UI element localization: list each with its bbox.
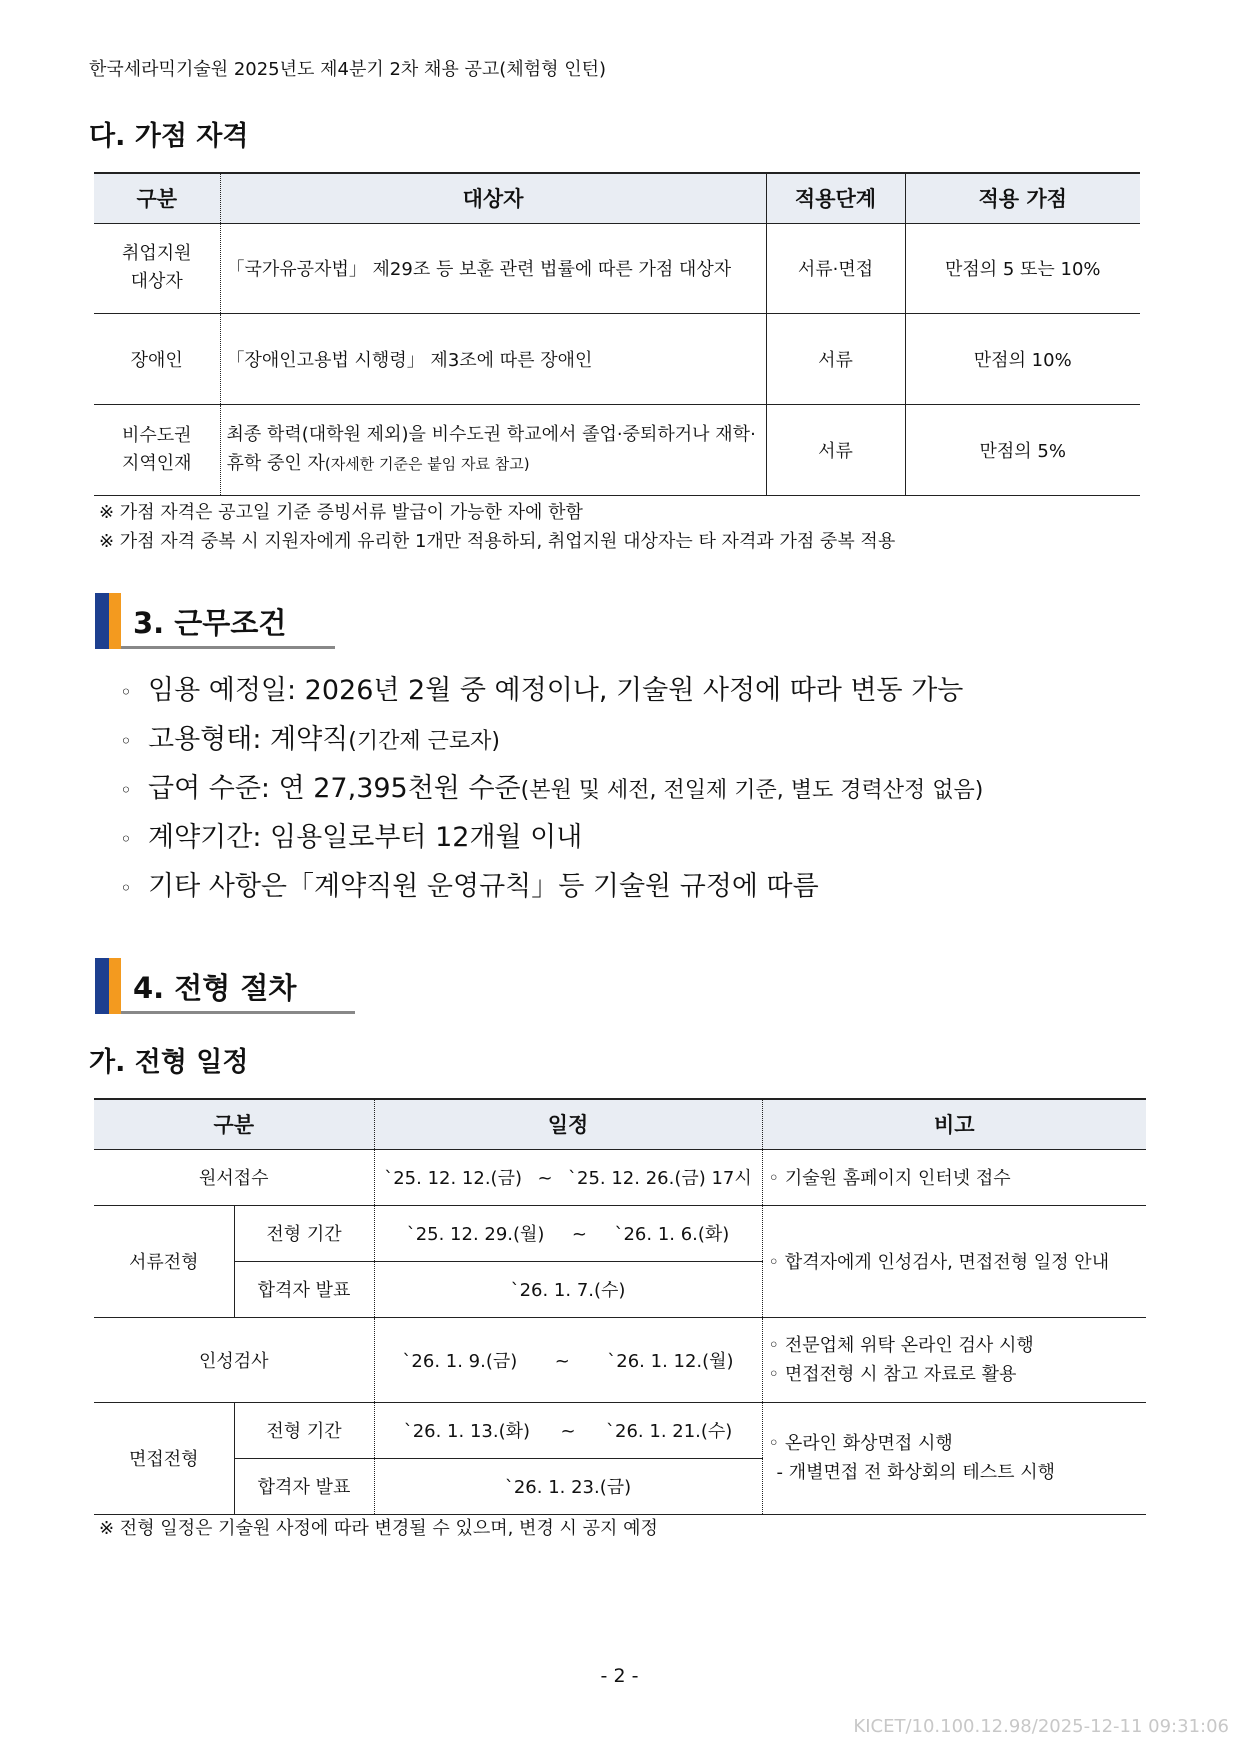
schedule-dates — [374, 1149, 762, 1205]
remark-text: 합격자에게 인성검사, 면접전형 일정 안내 — [784, 1252, 1110, 1273]
col-header-remark: 비고 — [762, 1099, 1146, 1149]
list-item-note: (본원 및 세전, 전일제 기준, 별도 경력산정 없음) — [520, 778, 984, 803]
table-row — [94, 1402, 1146, 1458]
heading-bar-orange — [109, 958, 121, 1014]
bullet-icon: ◦ — [120, 729, 132, 753]
date-start: `25. 12. 12.(금) — [384, 1168, 522, 1189]
table-row — [94, 1317, 1146, 1402]
note-line: ※ 가점 자격 중복 시 지원자에게 유리한 1개만 적용하되, 취업지원 대상자는 타 자격과 가점 중복 적용 — [99, 531, 896, 552]
list-item-text: 계약기간: 임용일로부터 12개월 이내 — [148, 822, 583, 853]
schedule-dates — [374, 1205, 762, 1261]
schedule-remark — [762, 1149, 1146, 1205]
schedule-note: ※ 전형 일정은 기술원 사정에 따라 변경될 수 있으며, 변경 시 공지 예정 — [99, 1518, 658, 1539]
sub-label: 합격자 발표 — [234, 1458, 374, 1514]
schedule-label: 인성검사 — [94, 1317, 374, 1402]
row-points: 만점의 10% — [905, 313, 1140, 404]
note-line: ※ 가점 자격은 공고일 기준 증빙서류 발급이 가능한 자에 한함 — [99, 502, 583, 523]
bullet-icon: ◦ — [120, 827, 132, 851]
bonus-points-table — [94, 172, 1140, 496]
bullet-icon: ◦ — [120, 680, 132, 704]
schedule-label: 원서접수 — [94, 1149, 374, 1205]
row-target-note: (자세한 기준은 붙임 자료 참고) — [324, 455, 530, 473]
table-row — [94, 1149, 1146, 1205]
section-4-title: 4. 전형 절차 — [133, 971, 297, 1005]
schedule-remark — [762, 1402, 1146, 1514]
list-item-text: 고용형태: 계약직 — [148, 724, 349, 755]
row-category: 취업지원 대상자 — [94, 223, 220, 313]
col-header-category: 구분 — [94, 173, 220, 223]
schedule-label: 면접전형 — [94, 1402, 234, 1514]
col-header-stage: 적용단계 — [766, 173, 905, 223]
list-item — [120, 864, 983, 913]
list-item — [120, 668, 983, 717]
list-item — [120, 815, 983, 864]
sub-label: 합격자 발표 — [234, 1261, 374, 1317]
announce-date: `26. 1. 7.(수) — [374, 1261, 762, 1317]
date-tilde: ~ — [560, 1421, 576, 1442]
col-header-category: 구분 — [94, 1099, 374, 1149]
table-row — [94, 313, 1140, 404]
remark-text: - 개별면접 전 화상회의 테스트 시행 — [776, 1462, 1056, 1483]
schedule-dates — [374, 1402, 762, 1458]
row-stage: 서류 — [766, 404, 905, 495]
remark-text: 온라인 화상면접 시행 — [784, 1433, 953, 1454]
section-ga-title: 가. 전형 일정 — [89, 1047, 249, 1078]
row-points: 만점의 5 또는 10% — [905, 223, 1140, 313]
sub-label: 전형 기간 — [234, 1402, 374, 1458]
bullet-icon: ◦ — [768, 1168, 780, 1189]
row-target: 「장애인고용법 시행령」 제3조에 따른 장애인 — [220, 313, 766, 404]
list-item — [120, 717, 983, 766]
date-end: `26. 1. 6.(화) — [614, 1224, 730, 1245]
list-item — [120, 766, 983, 815]
schedule-remark — [762, 1205, 1146, 1317]
list-item-text: 기타 사항은「계약직원 운영규칙」등 기술원 규정에 따름 — [148, 871, 819, 902]
row-stage: 서류 — [766, 313, 905, 404]
bullet-icon: ◦ — [768, 1252, 780, 1273]
heading-bar-orange — [109, 593, 121, 649]
date-start: `25. 12. 29.(월) — [406, 1224, 545, 1245]
page-number: - 2 - — [600, 1665, 639, 1687]
section-da-title: 다. 가점 자격 — [89, 121, 249, 152]
document-header: 한국세라믹기술원 2025년도 제4분기 2차 채용 공고(체험형 인턴) — [89, 59, 607, 80]
remark-text: 기술원 홈페이지 인터넷 접수 — [784, 1168, 1011, 1189]
announce-date: `26. 1. 23.(금) — [374, 1458, 762, 1514]
schedule-remark — [762, 1317, 1146, 1402]
row-target: 「국가유공자법」 제29조 등 보훈 관련 법률에 따른 가점 대상자 — [220, 223, 766, 313]
bullet-icon: ◦ — [120, 778, 132, 802]
bullet-icon: ◦ — [768, 1334, 780, 1356]
col-header-points: 적용 가점 — [905, 173, 1140, 223]
sub-label: 전형 기간 — [234, 1205, 374, 1261]
date-tilde: ~ — [537, 1168, 553, 1189]
row-category: 비수도권 지역인재 — [94, 404, 220, 495]
table-row — [94, 1205, 1146, 1261]
work-conditions-list — [120, 668, 983, 913]
row-stage: 서류·면접 — [766, 223, 905, 313]
col-header-target: 대상자 — [220, 173, 766, 223]
section-4-heading — [95, 958, 355, 1018]
table-row — [94, 223, 1140, 313]
date-tilde: ~ — [571, 1224, 588, 1245]
row-target: 최종 학력(대학원 제외)을 비수도권 학교에서 졸업·중퇴하거나 재학·휴학 중인 자 — [226, 424, 756, 474]
section-3-title: 3. 근무조건 — [133, 606, 287, 640]
row-category: 장애인 — [94, 313, 220, 404]
watermark: KICET/10.100.12.98/2025-12-11 09:31:06 — [853, 1716, 1229, 1737]
section-3-heading — [95, 593, 335, 653]
list-item-note: (기간제 근로자) — [348, 729, 500, 754]
col-header-schedule: 일정 — [374, 1099, 762, 1149]
bullet-icon: ◦ — [768, 1433, 780, 1454]
list-item-text: 급여 수준: 연 27,395천원 수준 — [148, 773, 521, 804]
table-row — [94, 404, 1140, 495]
remark-text: 전문업체 위탁 온라인 검사 시행 — [784, 1334, 1034, 1356]
schedule-dates — [374, 1317, 762, 1402]
date-end: `25. 12. 26.(금) 17시 — [568, 1168, 752, 1189]
bullet-icon: ◦ — [768, 1363, 780, 1385]
row-points: 만점의 5% — [905, 404, 1140, 495]
date-start: `26. 1. 13.(화) — [403, 1421, 531, 1442]
heading-bar-blue — [95, 593, 109, 649]
date-end: `26. 1. 21.(수) — [606, 1421, 733, 1442]
remark-text: 면접전형 시 참고 자료로 활용 — [784, 1363, 1017, 1385]
list-item-text: 임용 예정일: 2026년 2월 중 예정이나, 기술원 사정에 따라 변동 가능 — [148, 675, 964, 706]
date-end: `26. 1. 12.(월) — [607, 1350, 734, 1372]
bullet-icon: ◦ — [120, 876, 132, 900]
heading-underline — [121, 1011, 355, 1014]
heading-bar-blue — [95, 958, 109, 1014]
date-tilde: ~ — [554, 1350, 570, 1372]
schedule-label: 서류전형 — [94, 1205, 234, 1317]
heading-underline — [121, 646, 335, 649]
date-start: `26. 1. 9.(금) — [402, 1350, 518, 1372]
schedule-table — [94, 1098, 1146, 1515]
